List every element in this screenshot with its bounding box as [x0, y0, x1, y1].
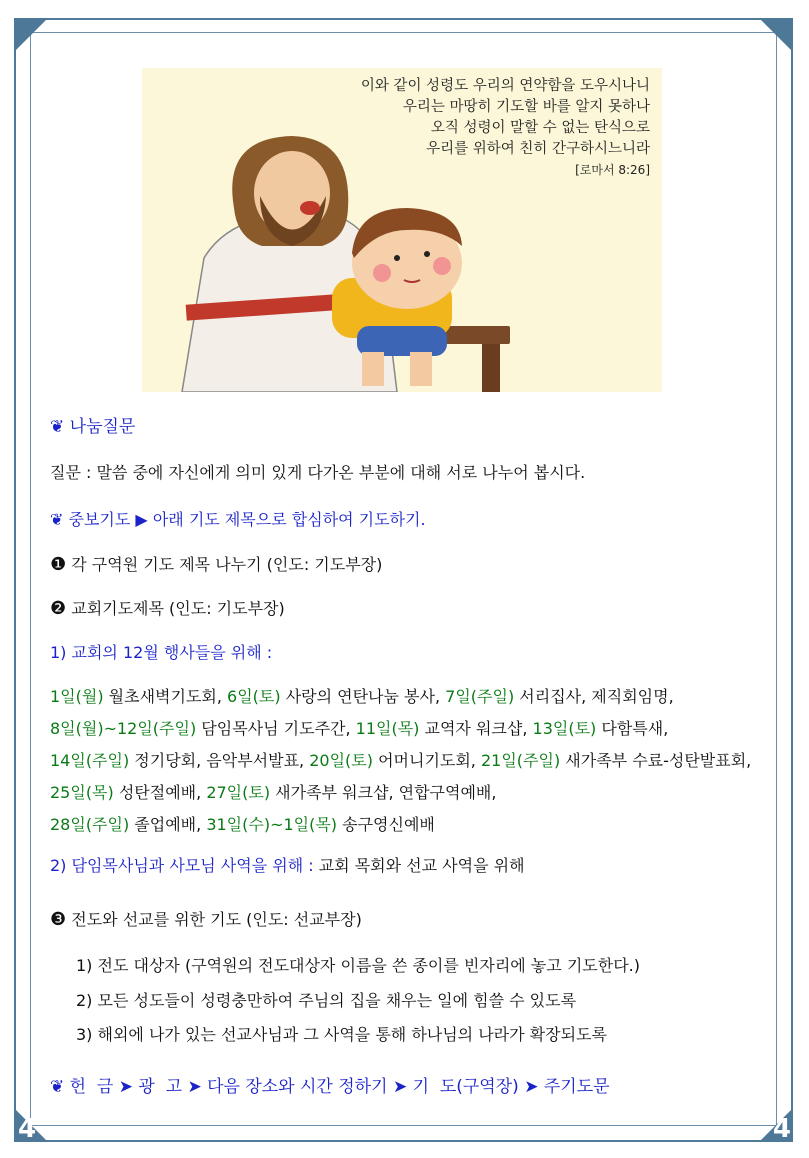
event-text: 사랑의 연탄나눔 봉사, — [280, 687, 446, 706]
closing-step: 다음 장소와 시간 정하기 — [207, 1077, 388, 1097]
event-date: 6일(토) — [227, 687, 281, 706]
event-text: 성탄절예배, — [113, 783, 207, 802]
page-number-right: 4 — [772, 1114, 791, 1144]
verse-line: 오직 성령이 말할 수 없는 탄식으로 — [430, 120, 650, 136]
event-date: 27일(토) — [206, 783, 271, 802]
event-line — [50, 684, 674, 707]
event-date: 13일(토) — [532, 719, 597, 738]
event-text: 서리집사, 제직회임명, — [514, 687, 674, 706]
event-text: 담임목사님 기도주간, — [196, 719, 356, 738]
event-text: 월초새벽기도회, — [103, 687, 228, 706]
closing-step: 광 고 — [138, 1077, 183, 1097]
event-line — [50, 716, 668, 739]
event-date: 20일(토) — [309, 751, 373, 770]
event-text: 새가족부 워크샵, 연합구역예배, — [270, 783, 497, 802]
event-date: 7일(주일) — [445, 687, 515, 706]
number-2-icon: ❷ — [50, 598, 67, 619]
event-date: 1일(월) — [50, 687, 104, 706]
verse-line: 우리는 마땅히 기도할 바를 알지 못하나 — [402, 99, 650, 115]
arrow-right-icon: ➤ — [187, 1077, 202, 1097]
prayer-item-1: ❶ 각 구역원 기도 제목 나누기 (인도: 기도부장) — [50, 554, 383, 575]
event-text: 졸업예배, — [129, 815, 207, 834]
heart-bullet-icon: ❦ — [50, 1077, 65, 1097]
sharing-question: 질문 : 말씀 중에 자신에게 의미 있게 다가온 부분에 대해 서로 나누어 봅시다. — [50, 463, 586, 482]
mission-item: 1) 전도 대상자 (구역원의 전도대상자 이름을 쓴 종이를 빈자리에 놓고 기도한다.) — [76, 956, 640, 975]
closing-step: 헌 금 — [69, 1077, 114, 1097]
event-text: 교역자 워크샵, — [419, 719, 533, 738]
intercession-heading: ❦ 중보기도 ▶ 아래 기도 제목으로 합심하여 기도하기. — [50, 510, 426, 529]
illustration — [142, 68, 662, 392]
verse-line: 이와 같이 성령도 우리의 연약함을 도우시나니 — [360, 78, 650, 94]
arrow-right-icon: ➤ — [118, 1077, 133, 1097]
arrow-right-icon: ➤ — [524, 1077, 539, 1097]
event-date: 21일(주일) — [480, 751, 561, 770]
closing-order — [50, 1072, 610, 1097]
heart-bullet-icon: ❦ — [50, 417, 65, 437]
mission-item: 3) 해외에 나가 있는 선교사님과 그 사역을 통해 하나님의 나라가 확장되도록 — [76, 1025, 607, 1044]
event-date: 14일(주일) — [50, 751, 130, 770]
event-line — [50, 780, 496, 803]
prayer-item-3: ❸ 전도와 선교를 위한 기도 (인도: 선교부장) — [50, 909, 362, 930]
mission-item: 2) 모든 성도들이 성령충만하여 주님의 집을 채우는 일에 힘쓸 수 있도록 — [76, 991, 577, 1010]
event-text: 정기당회, 음악부서발표, — [129, 751, 310, 770]
event-text: 송구영신예배 — [337, 815, 435, 834]
closing-step: 기 도(구역장) — [412, 1077, 519, 1097]
event-date: 25일(목) — [50, 783, 114, 802]
event-text: 다함특새, — [596, 719, 669, 738]
event-text: 새가족부 수료-성탄발표회, — [560, 751, 752, 770]
number-1-icon: ❶ — [50, 554, 67, 575]
pastor-prayer: 2) 담임목사님과 사모님 사역을 위해 : 교회 목회와 선교 사역을 위해 — [50, 856, 525, 875]
event-date: 31일(수)~1일(목) — [206, 815, 338, 834]
arrow-right-icon: ➤ — [392, 1077, 408, 1097]
heart-bullet-icon: ❦ — [50, 510, 64, 529]
event-date: 8일(월)~12일(주일) — [50, 719, 197, 738]
sharing-heading: ❦ 나눔질문 — [50, 417, 136, 437]
bible-verse — [361, 76, 650, 181]
church-events-heading: 1) 교회의 12월 행사들을 위해 : — [50, 643, 273, 662]
closing-step: 주기도문 — [543, 1077, 610, 1097]
page-number-left: 4 — [18, 1114, 37, 1144]
event-date: 28일(주일) — [50, 815, 130, 834]
prayer-item-2: ❷ 교회기도제목 (인도: 기도부장) — [50, 598, 285, 619]
event-line — [50, 812, 435, 835]
verse-reference: [로마서 8:26] — [575, 163, 650, 177]
event-line — [50, 748, 751, 771]
verse-line: 우리를 위하여 친히 간구하시느니라 — [426, 141, 650, 157]
event-text: 어머니기도회, — [372, 751, 481, 770]
right-triangle-icon: ▶ — [135, 510, 148, 529]
event-date: 11일(목) — [355, 719, 420, 738]
number-3-icon: ❸ — [50, 909, 67, 930]
